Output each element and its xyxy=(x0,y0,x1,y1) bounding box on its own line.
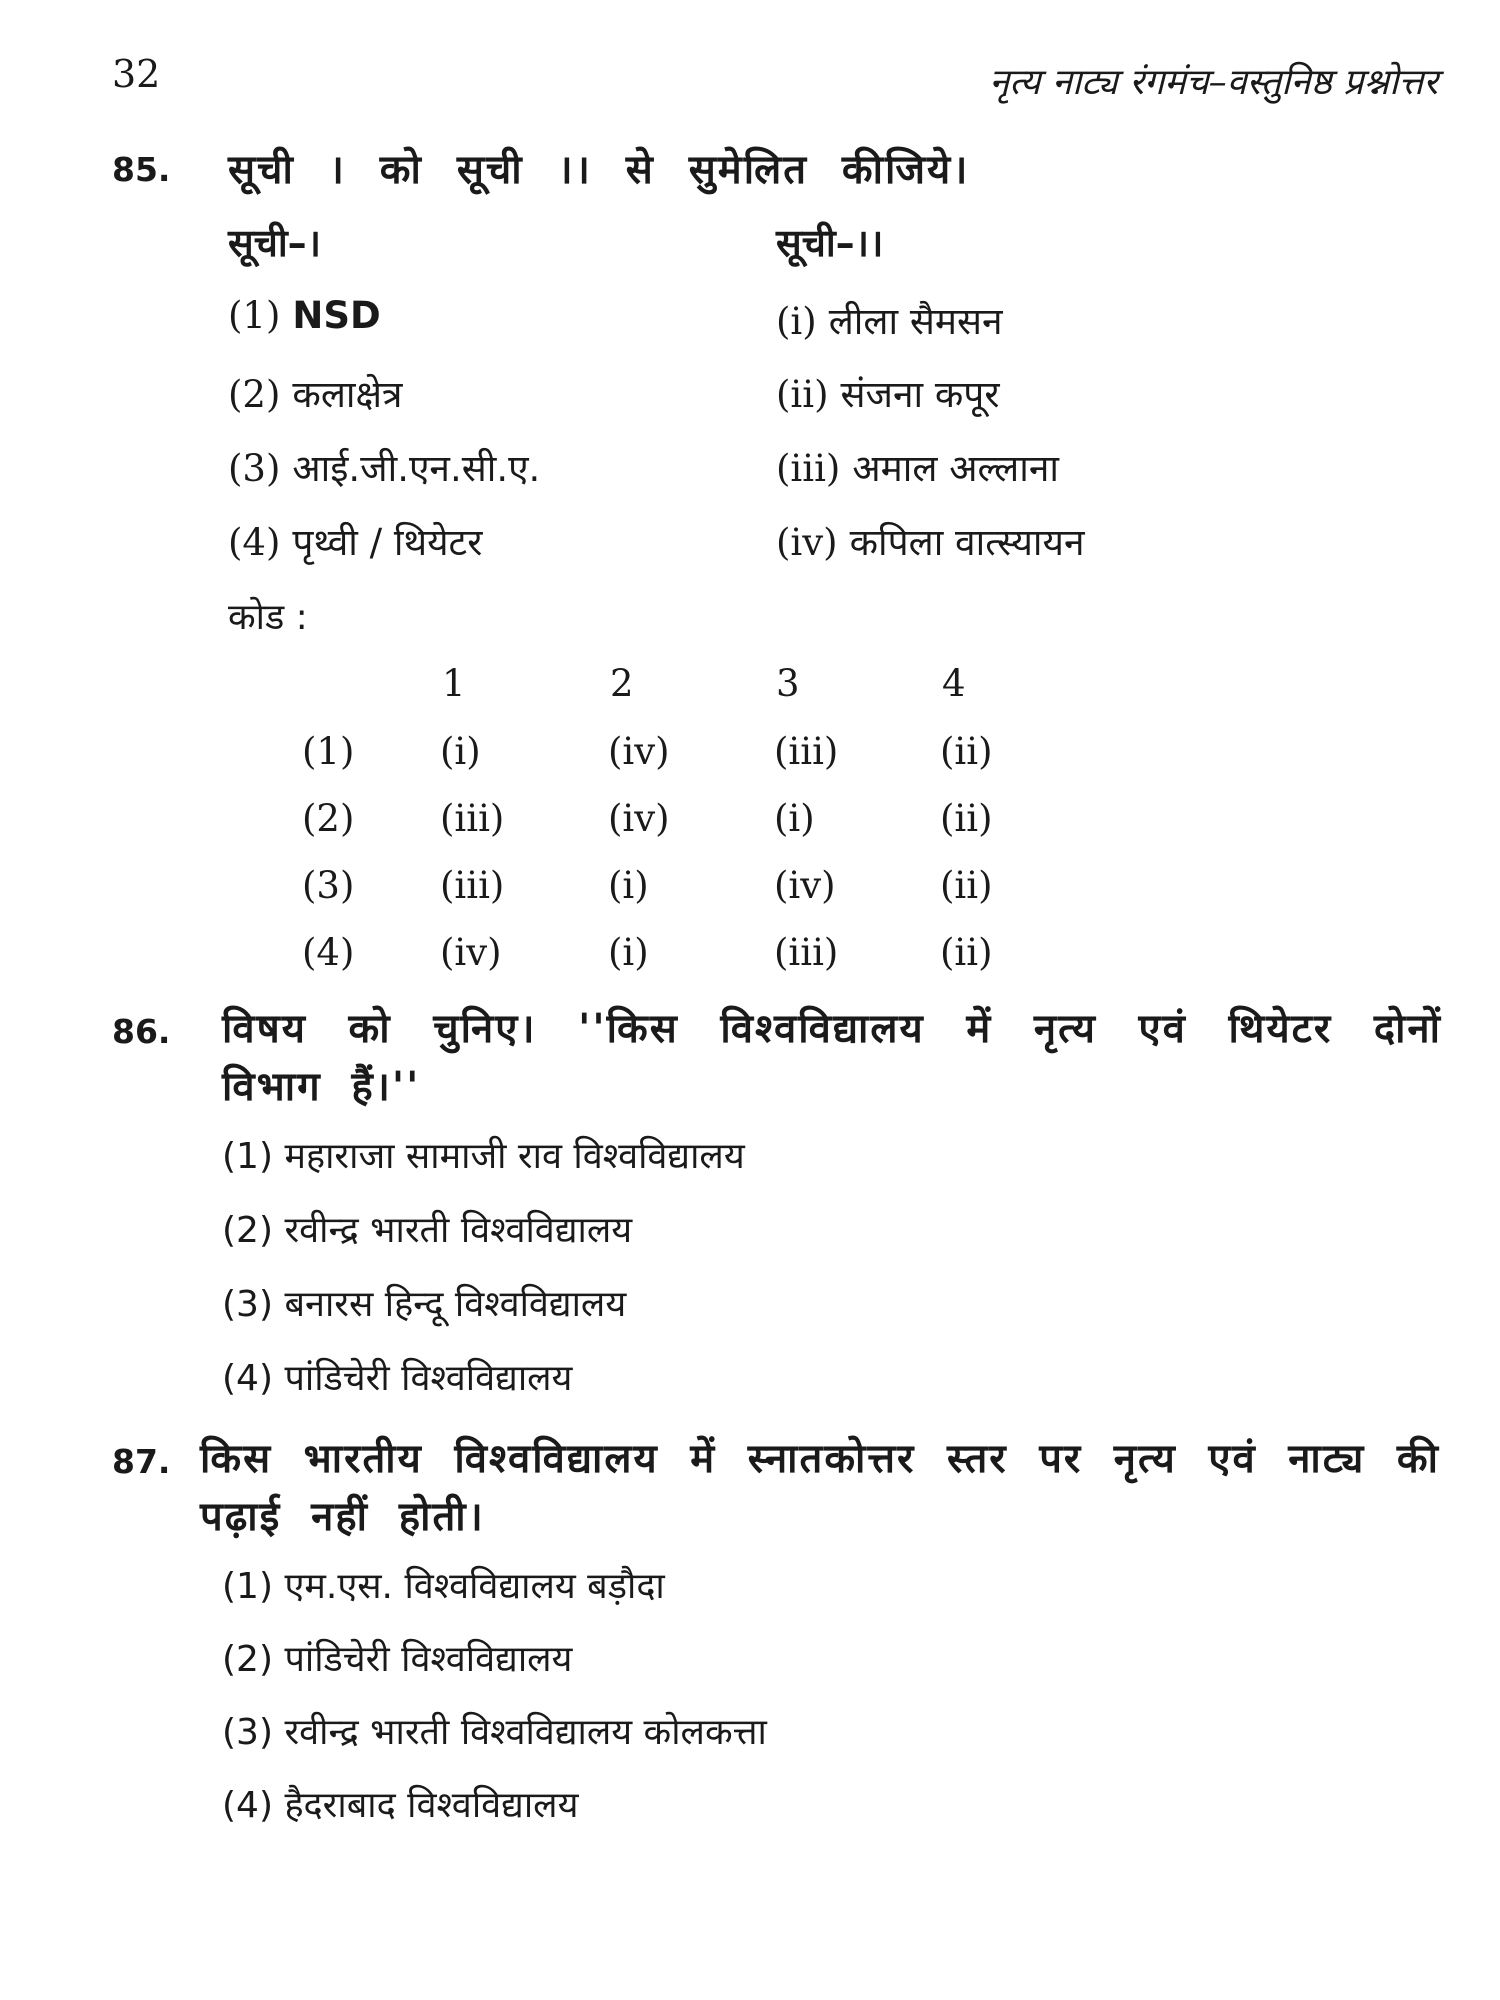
code-header-1: 1 xyxy=(442,662,466,705)
list-1-item-label: (4) xyxy=(228,521,281,564)
list-2-item xyxy=(776,441,1059,492)
list-1-item-text: NSD xyxy=(292,294,381,337)
list-2-item xyxy=(776,367,999,418)
code-header-2: 2 xyxy=(610,662,634,705)
code-cell: (iii) xyxy=(440,797,505,840)
page-number: 32 xyxy=(112,52,161,96)
code-header-4: 4 xyxy=(942,662,966,705)
code-cell: (i) xyxy=(608,931,649,974)
list-2-item-label: (ii) xyxy=(776,373,829,416)
question-85-number: 85. xyxy=(112,150,171,189)
code-cell: (iv) xyxy=(608,797,670,840)
list-2-item-text: कपिला वात्स्यायन xyxy=(849,521,1085,564)
list-1-item xyxy=(228,294,381,337)
code-cell: (ii) xyxy=(940,730,993,773)
question-86-text: विषय को चुनिए। ''किस विश्वविद्यालय में नृत्य एवं थियेटर दोनों विभाग हैं।'' xyxy=(222,1006,1442,1110)
list-2-item-label: (iii) xyxy=(776,447,841,490)
code-option-label: (2) xyxy=(302,797,355,840)
code-option-label: (1) xyxy=(302,730,355,773)
list-1-heading: सूची–। xyxy=(228,221,322,265)
code-option-label: (4) xyxy=(302,931,355,974)
code-cell: (iii) xyxy=(774,931,839,974)
question-87-option: (1) एम.एस. विश्वविद्यालय बड़ौदा xyxy=(222,1566,665,1607)
code-cell: (ii) xyxy=(940,931,993,974)
code-cell: (i) xyxy=(774,797,815,840)
list-1-item-text: कलाक्षेत्र xyxy=(292,373,403,416)
list-2-item-label: (iv) xyxy=(776,521,838,564)
running-header: नृत्य नाट्य रंगमंच–वस्तुनिष्ठ प्रश्नोत्तर xyxy=(989,62,1438,103)
code-cell: (iv) xyxy=(608,730,670,773)
list-2-item-label: (i) xyxy=(776,300,817,343)
code-cell: (i) xyxy=(608,864,649,907)
list-1-item xyxy=(228,367,402,418)
code-cell: (ii) xyxy=(940,797,993,840)
list-1-item-label: (3) xyxy=(228,447,281,490)
question-87-option: (2) पांडिचेरी विश्वविद्यालय xyxy=(222,1639,573,1680)
list-2-item-text: संजना कपूर xyxy=(840,373,1000,416)
code-cell: (iv) xyxy=(440,931,502,974)
list-2-heading: सूची–।। xyxy=(776,221,884,265)
question-87-number: 87. xyxy=(112,1442,171,1481)
question-86-option: (2) रवीन्द्र भारती विश्वविद्यालय xyxy=(222,1210,633,1251)
list-1-item-label: (1) xyxy=(228,294,281,337)
code-cell: (iv) xyxy=(774,864,836,907)
list-1-item-text: पृथ्वी / थियेटर xyxy=(292,521,483,564)
list-2-item xyxy=(776,515,1084,566)
list-2-item xyxy=(776,294,1003,345)
list-2-item-text: लीला सैमसन xyxy=(828,300,1003,343)
list-2-item-text: अमाल अल्लाना xyxy=(852,447,1059,490)
question-85-text: सूची । को सूची ।। से सुमेलित कीजिये। xyxy=(228,147,970,193)
question-87-text: किस भारतीय विश्वविद्यालय में स्नातकोत्तर स्तर पर नृत्य एवं नाट्य की पढ़ाई नहीं होती। xyxy=(200,1436,1440,1540)
list-1-item xyxy=(228,441,540,492)
list-1-item xyxy=(228,515,482,566)
code-header-3: 3 xyxy=(776,662,800,705)
question-86-number: 86. xyxy=(112,1012,171,1051)
question-86-option: (1) महाराजा सामाजी राव विश्वविद्यालय xyxy=(222,1136,745,1177)
question-87-option: (4) हैदराबाद विश्वविद्यालय xyxy=(222,1785,579,1826)
list-1-item-text: आई.जी.एन.सी.ए. xyxy=(292,447,541,490)
question-86-option: (3) बनारस हिन्दू विश्वविद्यालय xyxy=(222,1284,627,1325)
code-label: कोड : xyxy=(228,597,308,638)
code-cell: (i) xyxy=(440,730,481,773)
code-cell: (iii) xyxy=(440,864,505,907)
code-cell: (iii) xyxy=(774,730,839,773)
question-86-option: (4) पांडिचेरी विश्वविद्यालय xyxy=(222,1358,573,1399)
code-option-label: (3) xyxy=(302,864,355,907)
code-cell: (ii) xyxy=(940,864,993,907)
list-1-item-label: (2) xyxy=(228,373,281,416)
question-87-option: (3) रवीन्द्र भारती विश्वविद्यालय कोलकत्ता xyxy=(222,1712,767,1753)
